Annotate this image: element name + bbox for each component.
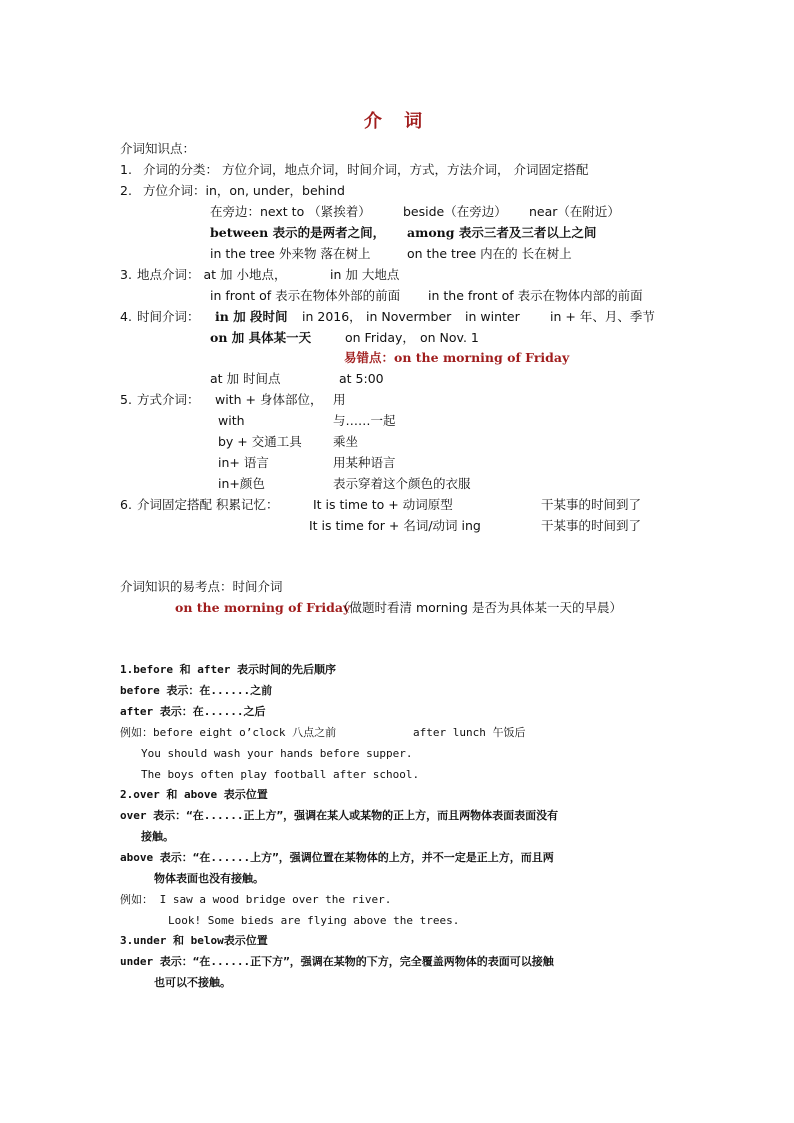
example-sentence: The boys often play football after school. bbox=[141, 768, 420, 781]
in-winter: in winter bbox=[465, 309, 520, 324]
example-before: 例如：before eight o’clock 八点之前 bbox=[120, 726, 337, 739]
manner-row-b: 乘坐 bbox=[333, 434, 359, 449]
example-sentence: You should wash your hands before supper. bbox=[141, 747, 413, 760]
manner-row-b: 表示穿着这个颜色的衣服 bbox=[333, 476, 471, 491]
at-5: at 5:00 bbox=[339, 371, 384, 386]
over-definition-line2: 接触。 bbox=[141, 830, 174, 843]
in-front-of-text: in front of 表示在物体外部的前面 bbox=[210, 288, 401, 303]
item-4-number: 4. bbox=[120, 309, 132, 324]
under-definition-line1: under 表示：“在......正下方”，强调在某物的下方，完全覆盖两物体的表面可以接触 bbox=[120, 955, 554, 968]
manner-row-a: in+颜色 bbox=[218, 476, 265, 491]
item-2-label: 方位介词：in，on, under，behind bbox=[143, 183, 345, 198]
example-sentence: 例如： I saw a wood bridge over the river. bbox=[120, 893, 392, 906]
item-6-number: 6. bbox=[120, 497, 132, 512]
on-day-kw: on 加 具体某一天 bbox=[210, 330, 312, 345]
under-below-heading: 3.under 和 below表示位置 bbox=[120, 934, 268, 947]
under-definition-line2: 也可以不接触。 bbox=[154, 976, 231, 989]
among-text: among 表示三者及三者以上之间 bbox=[407, 225, 597, 240]
in-year-month: in + 年、月、季节 bbox=[550, 309, 655, 324]
time-to-text: It is time to + 动词原型 bbox=[313, 497, 453, 512]
in-the-tree-text: in the tree 外来物 落在树上 bbox=[210, 246, 371, 261]
page-title: 介 词 bbox=[363, 111, 431, 132]
beside-text: 在旁边：next to （紧挨着） bbox=[210, 204, 371, 219]
over-above-heading: 2.over 和 above 表示位置 bbox=[120, 788, 268, 801]
item-1-text: 介词的分类： 方位介词，地点介词，时间介词，方式，方法介词， 介词固定搭配 bbox=[143, 162, 589, 177]
common-mistake-note: 易错点：on the morning of Friday bbox=[344, 350, 570, 365]
item-6-label: 介词固定搭配 积累记忆： bbox=[137, 497, 279, 512]
manner-row-a: with bbox=[218, 413, 245, 428]
beside-text-b: beside（在旁边） bbox=[403, 204, 507, 219]
before-definition: before 表示：在......之前 bbox=[120, 684, 273, 697]
in-november: in Novermber bbox=[366, 309, 452, 324]
at-point-kw: at 加 时间点 bbox=[210, 371, 281, 386]
above-definition-line2: 物体表面也没有接触。 bbox=[154, 872, 264, 885]
manner-row-a: in+ 语言 bbox=[218, 455, 269, 470]
in-period-kw: in 加 段时间 bbox=[215, 309, 288, 324]
exam-point-heading: 介词知识的易考点：时间介词 bbox=[120, 579, 283, 594]
on-nov-1: on Nov. 1 bbox=[420, 330, 479, 345]
exam-point-note: （做题时看清 morning 是否为具体某一天的早晨） bbox=[337, 600, 622, 615]
manner-row-a: with + 身体部位， bbox=[215, 392, 323, 407]
manner-row-b: 用某种语言 bbox=[333, 455, 396, 470]
section-heading: 介词知识点： bbox=[120, 141, 196, 156]
before-after-heading: 1.before 和 after 表示时间的先后顺序 bbox=[120, 663, 336, 676]
time-for-meaning: 干某事的时间到了 bbox=[541, 518, 642, 533]
item-2-number: 2. bbox=[120, 183, 132, 198]
in-2016: in 2016， bbox=[302, 309, 362, 324]
on-the-tree-text: on the tree 内在的 长在树上 bbox=[407, 246, 572, 261]
time-to-meaning: 干某事的时间到了 bbox=[541, 497, 642, 512]
exam-point-keyword: on the morning of Friday bbox=[175, 600, 351, 615]
above-definition-line1: above 表示：“在......上方”，强调位置在某物体的上方，并不一定是正上方，而且两 bbox=[120, 851, 554, 864]
after-definition: after 表示：在......之后 bbox=[120, 705, 266, 718]
item-5-label: 方式介词： bbox=[137, 392, 200, 407]
manner-row-a: by + 交通工具 bbox=[218, 434, 302, 449]
item-4-label: 时间介词： bbox=[137, 309, 200, 324]
item-3-in: in 加 大地点 bbox=[330, 267, 400, 282]
in-the-front-of-text: in the front of 表示在物体内部的前面 bbox=[428, 288, 643, 303]
near-text: near（在附近） bbox=[529, 204, 620, 219]
example-sentence: Look! Some bieds are flying above the trees. bbox=[168, 914, 460, 927]
time-for-text: It is time for + 名词/动词 ing bbox=[309, 518, 481, 533]
item-5-number: 5. bbox=[120, 392, 132, 407]
item-1-number: 1. bbox=[120, 162, 132, 177]
item-3-label: 地点介词： at 加 小地点， bbox=[137, 267, 287, 282]
example-after: after lunch 午饭后 bbox=[413, 726, 526, 739]
item-3-number: 3. bbox=[120, 267, 132, 282]
manner-row-b: 与……一起 bbox=[333, 413, 396, 428]
over-definition-line1: over 表示：“在......正上方”，强调在某人或某物的正上方，而且两物体表面表面没有 bbox=[120, 809, 559, 822]
on-friday: on Friday， bbox=[345, 330, 415, 345]
between-text: between 表示的是两者之间， bbox=[210, 225, 386, 240]
manner-row-b: 用 bbox=[333, 392, 346, 407]
